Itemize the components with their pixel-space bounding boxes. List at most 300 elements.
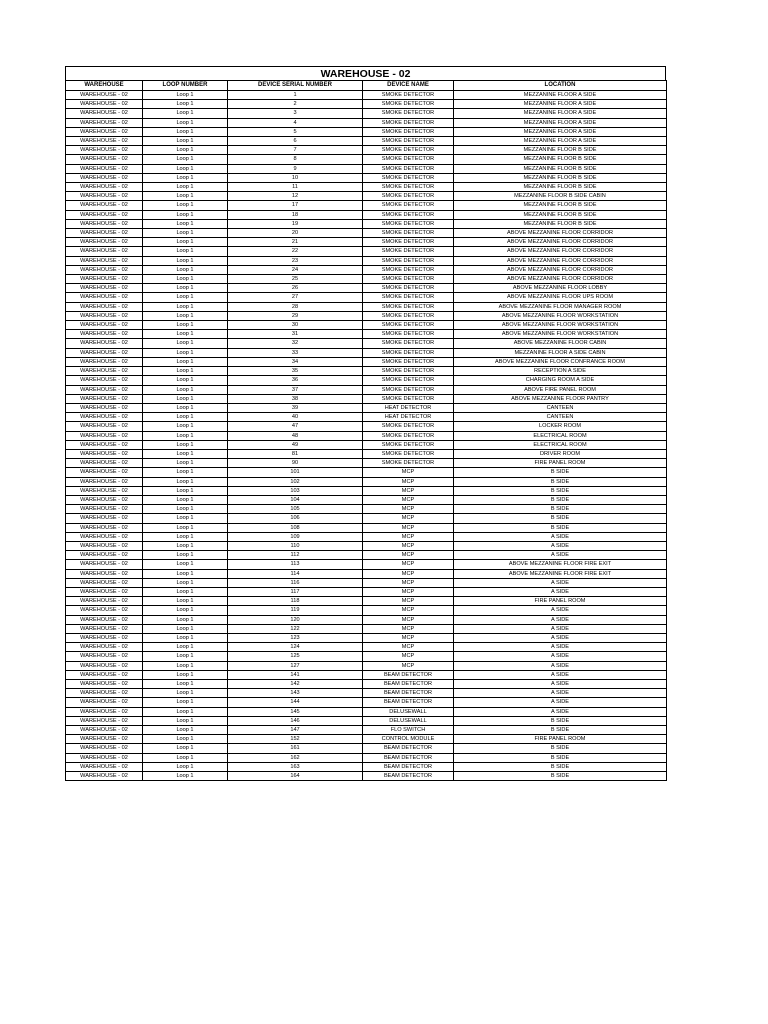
cell-loop-number: Loop 1 [143,146,228,155]
cell-device-name: SMOKE DETECTOR [363,137,454,146]
cell-loop-number: Loop 1 [143,716,228,725]
cell-warehouse: WAREHOUSE - 02 [66,155,143,164]
table-row [66,201,667,210]
cell-serial-number: 90 [228,459,363,468]
cell-serial-number: 36 [228,376,363,385]
cell-warehouse: WAREHOUSE - 02 [66,284,143,293]
cell-warehouse: WAREHOUSE - 02 [66,311,143,320]
cell-warehouse: WAREHOUSE - 02 [66,624,143,633]
cell-serial-number: 103 [228,486,363,495]
cell-loop-number: Loop 1 [143,357,228,366]
cell-serial-number: 12 [228,192,363,201]
cell-warehouse: WAREHOUSE - 02 [66,376,143,385]
cell-device-name: SMOKE DETECTOR [363,256,454,265]
table-row [66,109,667,118]
cell-device-name: SMOKE DETECTOR [363,164,454,173]
table-row [66,643,667,652]
cell-location: MEZZANINE FLOOR A SIDE [454,109,667,118]
cell-device-name: SMOKE DETECTOR [363,431,454,440]
cell-location: A SIDE [454,633,667,642]
cell-loop-number: Loop 1 [143,173,228,182]
table-row [66,468,667,477]
cell-location: ABOVE MEZZANINE FLOOR CORRIDOR [454,229,667,238]
table-row [66,449,667,458]
cell-serial-number: 109 [228,532,363,541]
table-row [66,376,667,385]
cell-location: A SIDE [454,578,667,587]
cell-serial-number: 20 [228,229,363,238]
cell-warehouse: WAREHOUSE - 02 [66,385,143,394]
cell-serial-number: 27 [228,293,363,302]
cell-warehouse: WAREHOUSE - 02 [66,578,143,587]
cell-device-name: BEAM DETECTOR [363,689,454,698]
cell-location: A SIDE [454,606,667,615]
cell-device-name: MCP [363,505,454,514]
cell-loop-number: Loop 1 [143,275,228,284]
cell-loop-number: Loop 1 [143,505,228,514]
cell-device-name: BEAM DETECTOR [363,698,454,707]
cell-loop-number: Loop 1 [143,449,228,458]
cell-serial-number: 147 [228,726,363,735]
table-row [66,431,667,440]
table-row [66,247,667,256]
cell-device-name: BEAM DETECTOR [363,670,454,679]
cell-location: B SIDE [454,716,667,725]
table-row [66,578,667,587]
table-row [66,726,667,735]
table-row [66,551,667,560]
cell-device-name: SMOKE DETECTOR [363,183,454,192]
cell-serial-number: 33 [228,348,363,357]
cell-serial-number: 101 [228,468,363,477]
cell-serial-number: 3 [228,109,363,118]
table-row [66,633,667,642]
cell-loop-number: Loop 1 [143,597,228,606]
cell-device-name: MCP [363,569,454,578]
cell-device-name: BEAM DETECTOR [363,680,454,689]
table-row [66,146,667,155]
cell-loop-number: Loop 1 [143,183,228,192]
cell-loop-number: Loop 1 [143,726,228,735]
cell-device-name: SMOKE DETECTOR [363,357,454,366]
cell-device-name: SMOKE DETECTOR [363,247,454,256]
cell-loop-number: Loop 1 [143,440,228,449]
cell-device-name: SMOKE DETECTOR [363,440,454,449]
cell-serial-number: 112 [228,551,363,560]
cell-location: FIRE PANEL ROOM [454,735,667,744]
cell-location: ABOVE MEZZANINE FLOOR MANAGER ROOM [454,302,667,311]
cell-location: B SIDE [454,762,667,771]
cell-warehouse: WAREHOUSE - 02 [66,339,143,348]
cell-warehouse: WAREHOUSE - 02 [66,146,143,155]
table-row [66,330,667,339]
cell-serial-number: 117 [228,587,363,596]
cell-warehouse: WAREHOUSE - 02 [66,726,143,735]
table-row [66,339,667,348]
cell-device-name: SMOKE DETECTOR [363,459,454,468]
cell-location: A SIDE [454,661,667,670]
table-row [66,744,667,753]
cell-warehouse: WAREHOUSE - 02 [66,265,143,274]
header-device-serial-number: DEVICE SERIAL NUMBER [228,81,363,91]
cell-location: CANTEEN [454,413,667,422]
cell-location: ABOVE MEZZANINE FLOOR WORKSTATION [454,321,667,330]
cell-serial-number: 163 [228,762,363,771]
cell-warehouse: WAREHOUSE - 02 [66,514,143,523]
cell-warehouse: WAREHOUSE - 02 [66,753,143,762]
cell-serial-number: 6 [228,137,363,146]
cell-device-name: SMOKE DETECTOR [363,238,454,247]
cell-device-name: MCP [363,532,454,541]
cell-serial-number: 10 [228,173,363,182]
cell-loop-number: Loop 1 [143,707,228,716]
cell-location: ABOVE FIRE PANEL ROOM [454,385,667,394]
table-row [66,229,667,238]
cell-warehouse: WAREHOUSE - 02 [66,532,143,541]
cell-device-name: SMOKE DETECTOR [363,422,454,431]
table-row [66,100,667,109]
table-row [66,689,667,698]
cell-loop-number: Loop 1 [143,633,228,642]
cell-device-name: SMOKE DETECTOR [363,146,454,155]
cell-warehouse: WAREHOUSE - 02 [66,633,143,642]
cell-loop-number: Loop 1 [143,661,228,670]
table-row [66,716,667,725]
table-row [66,164,667,173]
table-row [66,210,667,219]
cell-warehouse: WAREHOUSE - 02 [66,560,143,569]
cell-device-name: MCP [363,652,454,661]
cell-location: ABOVE MEZZANINE FLOOR CORRIDOR [454,238,667,247]
cell-loop-number: Loop 1 [143,376,228,385]
cell-serial-number: 9 [228,164,363,173]
cell-device-name: SMOKE DETECTOR [363,321,454,330]
cell-serial-number: 23 [228,256,363,265]
cell-location: MEZZANINE FLOOR B SIDE [454,201,667,210]
cell-warehouse: WAREHOUSE - 02 [66,256,143,265]
cell-device-name: MCP [363,514,454,523]
table-row [66,284,667,293]
cell-serial-number: 125 [228,652,363,661]
header-row [66,81,667,91]
cell-device-name: SMOKE DETECTOR [363,311,454,320]
table-body [66,91,667,781]
table-row [66,735,667,744]
spreadsheet [65,66,666,781]
cell-serial-number: 102 [228,477,363,486]
cell-loop-number: Loop 1 [143,413,228,422]
cell-location: B SIDE [454,753,667,762]
cell-serial-number: 81 [228,449,363,458]
cell-device-name: DELUSEWALL [363,707,454,716]
cell-serial-number: 25 [228,275,363,284]
cell-device-name: HEAT DETECTOR [363,413,454,422]
cell-warehouse: WAREHOUSE - 02 [66,744,143,753]
cell-location: MEZZANINE FLOOR B SIDE [454,155,667,164]
cell-serial-number: 146 [228,716,363,725]
cell-warehouse: WAREHOUSE - 02 [66,173,143,182]
cell-device-name: BEAM DETECTOR [363,762,454,771]
cell-serial-number: 106 [228,514,363,523]
cell-warehouse: WAREHOUSE - 02 [66,670,143,679]
cell-warehouse: WAREHOUSE - 02 [66,652,143,661]
cell-warehouse: WAREHOUSE - 02 [66,523,143,532]
cell-warehouse: WAREHOUSE - 02 [66,643,143,652]
table-row [66,495,667,504]
cell-loop-number: Loop 1 [143,762,228,771]
cell-device-name: SMOKE DETECTOR [363,394,454,403]
table-row [66,772,667,781]
cell-warehouse: WAREHOUSE - 02 [66,422,143,431]
cell-serial-number: 30 [228,321,363,330]
cell-warehouse: WAREHOUSE - 02 [66,587,143,596]
cell-location: ABOVE MEZZANINE FLOOR WORKSTATION [454,330,667,339]
cell-location: ABOVE MEZZANINE FLOOR CABIN [454,339,667,348]
cell-location: ABOVE MEZZANINE FLOOR CONFRANCE ROOM [454,357,667,366]
cell-warehouse: WAREHOUSE - 02 [66,118,143,127]
table-row [66,523,667,532]
cell-location: MEZZANINE FLOOR A SIDE CABIN [454,348,667,357]
table-row [66,173,667,182]
cell-loop-number: Loop 1 [143,615,228,624]
cell-loop-number: Loop 1 [143,541,228,550]
cell-loop-number: Loop 1 [143,477,228,486]
table-row [66,183,667,192]
table-row [66,413,667,422]
cell-loop-number: Loop 1 [143,403,228,412]
cell-serial-number: 24 [228,265,363,274]
table-row [66,762,667,771]
cell-location: B SIDE [454,772,667,781]
cell-serial-number: 26 [228,284,363,293]
cell-loop-number: Loop 1 [143,560,228,569]
cell-warehouse: WAREHOUSE - 02 [66,735,143,744]
cell-loop-number: Loop 1 [143,569,228,578]
table-row [66,440,667,449]
table-row [66,118,667,127]
cell-device-name: FLO SWITCH [363,726,454,735]
cell-serial-number: 37 [228,385,363,394]
cell-warehouse: WAREHOUSE - 02 [66,440,143,449]
table-row [66,238,667,247]
cell-loop-number: Loop 1 [143,367,228,376]
cell-device-name: SMOKE DETECTOR [363,284,454,293]
cell-loop-number: Loop 1 [143,265,228,274]
table-row [66,348,667,357]
cell-serial-number: 32 [228,339,363,348]
cell-loop-number: Loop 1 [143,495,228,504]
cell-warehouse: WAREHOUSE - 02 [66,100,143,109]
cell-location: MEZZANINE FLOOR B SIDE [454,173,667,182]
cell-device-name: MCP [363,477,454,486]
cell-location: B SIDE [454,505,667,514]
cell-serial-number: 7 [228,146,363,155]
cell-location: B SIDE [454,495,667,504]
cell-loop-number: Loop 1 [143,394,228,403]
cell-location: MEZZANINE FLOOR B SIDE [454,164,667,173]
cell-device-name: MCP [363,495,454,504]
cell-location: RECEPTION A SIDE [454,367,667,376]
cell-location: MEZZANINE FLOOR A SIDE [454,127,667,136]
cell-serial-number: 31 [228,330,363,339]
cell-device-name: MCP [363,587,454,596]
cell-location: MEZZANINE FLOOR A SIDE [454,100,667,109]
cell-device-name: SMOKE DETECTOR [363,449,454,458]
cell-loop-number: Loop 1 [143,238,228,247]
cell-loop-number: Loop 1 [143,551,228,560]
cell-location: B SIDE [454,523,667,532]
cell-device-name: SMOKE DETECTOR [363,385,454,394]
table-row [66,302,667,311]
cell-serial-number: 38 [228,394,363,403]
cell-serial-number: 142 [228,680,363,689]
cell-serial-number: 39 [228,403,363,412]
cell-serial-number: 49 [228,440,363,449]
cell-serial-number: 114 [228,569,363,578]
cell-serial-number: 113 [228,560,363,569]
cell-warehouse: WAREHOUSE - 02 [66,229,143,238]
table-row [66,275,667,284]
cell-loop-number: Loop 1 [143,468,228,477]
cell-device-name: SMOKE DETECTOR [363,173,454,182]
cell-loop-number: Loop 1 [143,339,228,348]
cell-loop-number: Loop 1 [143,284,228,293]
cell-location: ABOVE MEZZANINE FLOOR WORKSTATION [454,311,667,320]
cell-location: CANTEEN [454,403,667,412]
cell-device-name: SMOKE DETECTOR [363,275,454,284]
cell-warehouse: WAREHOUSE - 02 [66,293,143,302]
cell-location: A SIDE [454,707,667,716]
cell-serial-number: 118 [228,597,363,606]
cell-device-name: MCP [363,551,454,560]
cell-serial-number: 104 [228,495,363,504]
cell-device-name: MCP [363,578,454,587]
cell-location: DRIVER ROOM [454,449,667,458]
cell-warehouse: WAREHOUSE - 02 [66,431,143,440]
table-row [66,652,667,661]
cell-loop-number: Loop 1 [143,523,228,532]
cell-location: ELECTRICAL ROOM [454,431,667,440]
table-row [66,459,667,468]
cell-serial-number: 143 [228,689,363,698]
cell-device-name: CONTROL MODULE [363,735,454,744]
cell-loop-number: Loop 1 [143,229,228,238]
cell-serial-number: 4 [228,118,363,127]
cell-loop-number: Loop 1 [143,302,228,311]
cell-loop-number: Loop 1 [143,385,228,394]
cell-device-name: SMOKE DETECTOR [363,339,454,348]
cell-warehouse: WAREHOUSE - 02 [66,367,143,376]
device-table [65,80,667,781]
cell-location: ABOVE MEZZANINE FLOOR CORRIDOR [454,265,667,274]
cell-location: MEZZANINE FLOOR B SIDE [454,219,667,228]
table-row [66,606,667,615]
cell-device-name: HEAT DETECTOR [363,403,454,412]
cell-device-name: MCP [363,597,454,606]
cell-device-name: SMOKE DETECTOR [363,348,454,357]
cell-location: A SIDE [454,541,667,550]
cell-serial-number: 120 [228,615,363,624]
cell-serial-number: 17 [228,201,363,210]
cell-warehouse: WAREHOUSE - 02 [66,772,143,781]
table-row [66,367,667,376]
cell-serial-number: 141 [228,670,363,679]
cell-warehouse: WAREHOUSE - 02 [66,762,143,771]
table-row [66,293,667,302]
cell-location: LOCKER ROOM [454,422,667,431]
header-device-name: DEVICE NAME [363,81,454,91]
cell-device-name: MCP [363,606,454,615]
cell-location: ABOVE MEZZANINE FLOOR PANTRY [454,394,667,403]
cell-warehouse: WAREHOUSE - 02 [66,569,143,578]
table-row [66,569,667,578]
cell-serial-number: 108 [228,523,363,532]
table-row [66,587,667,596]
cell-device-name: BEAM DETECTOR [363,744,454,753]
header-location: LOCATION [454,81,667,91]
cell-serial-number: 8 [228,155,363,164]
cell-device-name: MCP [363,523,454,532]
cell-location: FIRE PANEL ROOM [454,459,667,468]
cell-warehouse: WAREHOUSE - 02 [66,210,143,219]
cell-loop-number: Loop 1 [143,735,228,744]
cell-warehouse: WAREHOUSE - 02 [66,238,143,247]
cell-device-name: MCP [363,624,454,633]
table-row [66,155,667,164]
cell-loop-number: Loop 1 [143,652,228,661]
cell-location: A SIDE [454,680,667,689]
table-row [66,541,667,550]
cell-location: A SIDE [454,689,667,698]
cell-warehouse: WAREHOUSE - 02 [66,541,143,550]
cell-location: MEZZANINE FLOOR B SIDE [454,183,667,192]
cell-warehouse: WAREHOUSE - 02 [66,192,143,201]
cell-loop-number: Loop 1 [143,486,228,495]
cell-location: CHARGING ROOM A SIDE [454,376,667,385]
cell-device-name: MCP [363,643,454,652]
cell-serial-number: 18 [228,210,363,219]
cell-warehouse: WAREHOUSE - 02 [66,164,143,173]
cell-location: B SIDE [454,477,667,486]
cell-warehouse: WAREHOUSE - 02 [66,698,143,707]
header-loop-number: LOOP NUMBER [143,81,228,91]
cell-location: ABOVE MEZZANINE FLOOR CORRIDOR [454,247,667,256]
cell-loop-number: Loop 1 [143,100,228,109]
table-row [66,486,667,495]
cell-loop-number: Loop 1 [143,606,228,615]
cell-loop-number: Loop 1 [143,532,228,541]
cell-device-name: BEAM DETECTOR [363,772,454,781]
cell-loop-number: Loop 1 [143,219,228,228]
table-row [66,256,667,265]
cell-warehouse: WAREHOUSE - 02 [66,477,143,486]
cell-location: B SIDE [454,744,667,753]
table-row [66,615,667,624]
cell-warehouse: WAREHOUSE - 02 [66,275,143,284]
cell-location: B SIDE [454,468,667,477]
table-row [66,661,667,670]
cell-device-name: SMOKE DETECTOR [363,127,454,136]
cell-warehouse: WAREHOUSE - 02 [66,321,143,330]
cell-device-name: MCP [363,661,454,670]
cell-location: ABOVE MEZZANINE FLOOR CORRIDOR [454,275,667,284]
table-row [66,357,667,366]
cell-warehouse: WAREHOUSE - 02 [66,247,143,256]
cell-loop-number: Loop 1 [143,514,228,523]
cell-location: A SIDE [454,670,667,679]
cell-location: MEZZANINE FLOOR B SIDE [454,146,667,155]
cell-warehouse: WAREHOUSE - 02 [66,615,143,624]
